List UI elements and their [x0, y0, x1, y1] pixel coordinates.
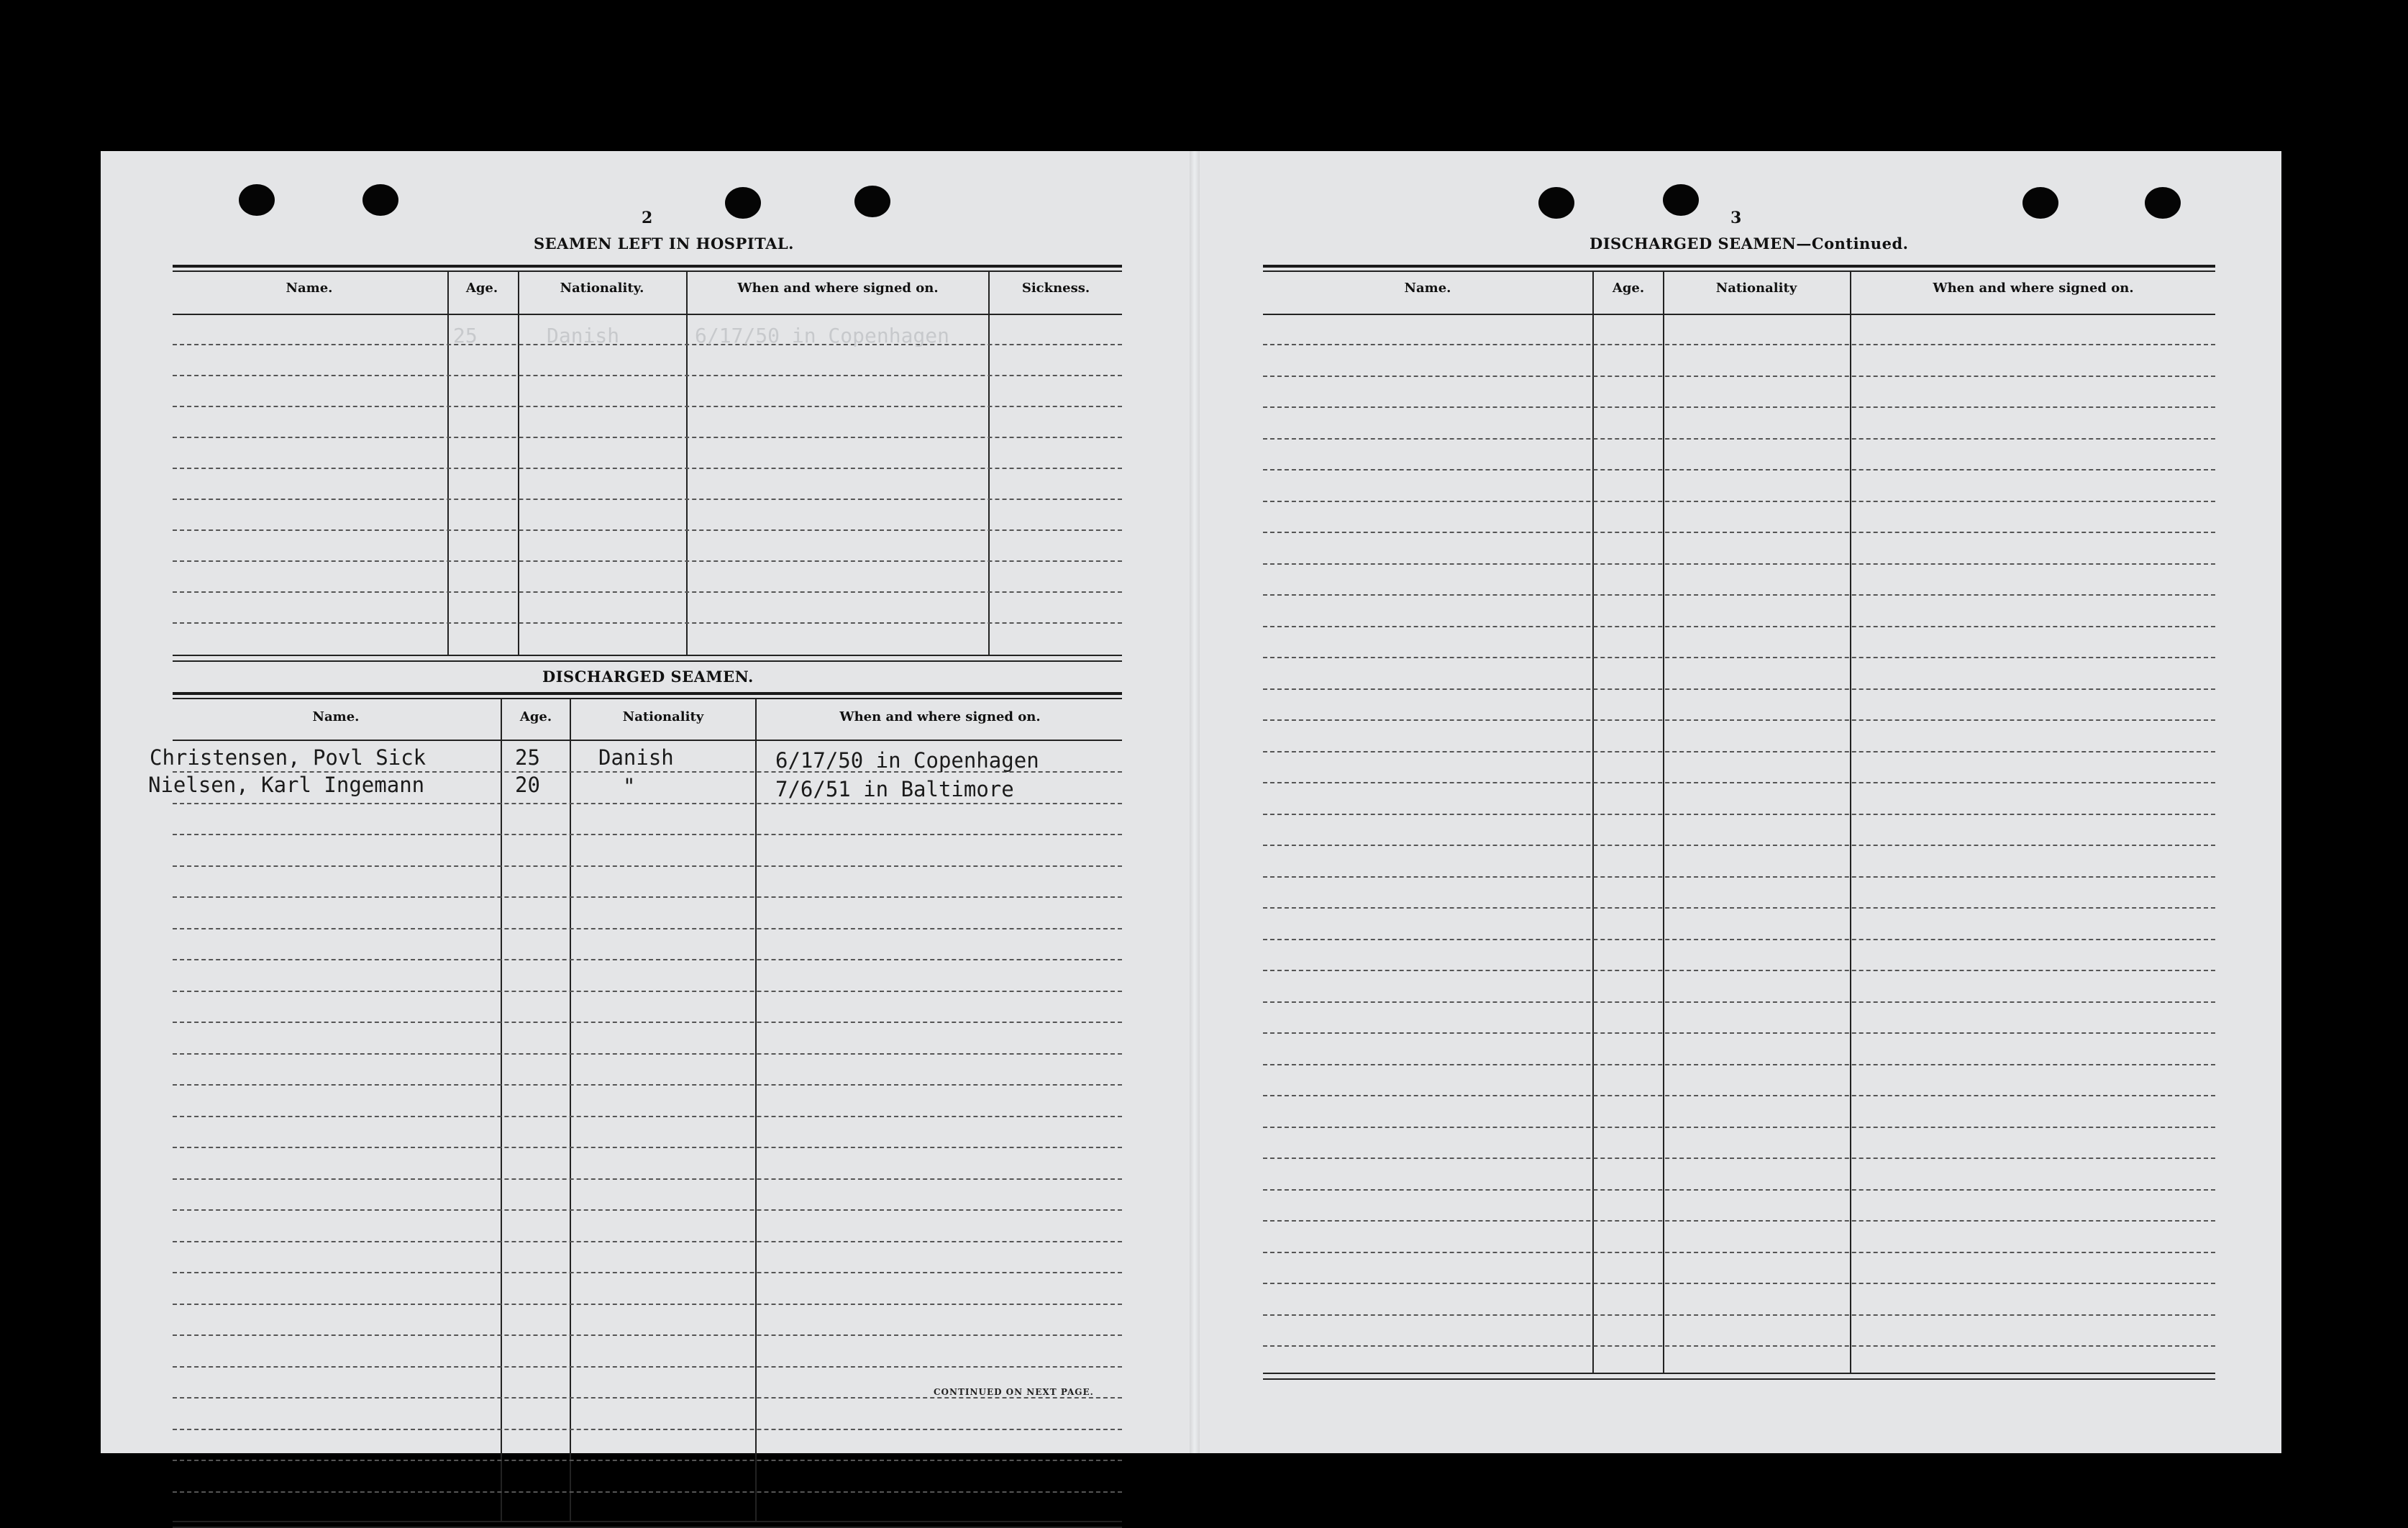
faint-age: 25: [453, 324, 478, 347]
column-divider: [988, 270, 990, 655]
page-fold: [1190, 151, 1200, 1453]
row-rule: [1263, 626, 2215, 627]
row-rule: [173, 1334, 1122, 1336]
rule: [173, 265, 1122, 268]
row-rule: [173, 1397, 1122, 1399]
col-header-nationality: Nationality: [622, 709, 704, 724]
row-rule: [1263, 751, 2215, 752]
page-number-right: 3: [1730, 209, 1742, 227]
entry-nationality: Danish: [598, 745, 674, 770]
rule: [1263, 265, 2215, 268]
row-rule: [1263, 657, 2215, 658]
row-rule: [173, 1116, 1122, 1117]
discharged-heading: DISCHARGED SEAMEN.: [542, 668, 754, 686]
rule: [1263, 270, 2215, 272]
row-rule: [1263, 376, 2215, 377]
col-header-sickness: Sickness.: [1021, 281, 1090, 296]
row-rule: [173, 529, 1122, 531]
rule: [173, 660, 1122, 662]
row-rule: [173, 1178, 1122, 1180]
row-rule: [173, 1366, 1122, 1368]
row-rule: [1263, 1064, 2215, 1065]
row-rule: [173, 344, 1122, 345]
row-rule: [1263, 1001, 2215, 1003]
entry-signed-on: 7/6/51 in Baltimore: [775, 777, 1014, 801]
faint-nationality: Danish: [547, 324, 620, 347]
column-divider: [1592, 270, 1594, 1374]
row-rule: [173, 834, 1122, 835]
row-rule: [173, 1491, 1122, 1493]
row-rule: [1263, 1032, 2215, 1034]
col-header-name: Name.: [286, 281, 333, 296]
row-rule: [1263, 939, 2215, 940]
punch-hole: [1538, 187, 1574, 219]
hospital-heading: SEAMEN LEFT IN HOSPITAL.: [534, 235, 794, 253]
punch-hole: [239, 184, 275, 216]
col-header-name: Name.: [1404, 281, 1451, 296]
col-header-age: Age.: [519, 709, 552, 724]
row-rule: [1263, 814, 2215, 815]
column-divider: [1663, 270, 1664, 1374]
row-rule: [173, 560, 1122, 562]
row-rule: [173, 1241, 1122, 1242]
row-rule: [173, 375, 1122, 376]
col-header-age: Age.: [1612, 281, 1645, 296]
faint-signed-on: 6/17/50 in Copenhagen: [695, 324, 950, 347]
row-rule: [1263, 1158, 2215, 1159]
row-rule: [173, 468, 1122, 469]
col-header-nationality: Nationality.: [560, 281, 644, 296]
row-rule: [1263, 1345, 2215, 1347]
column-divider: [1850, 270, 1851, 1374]
row-rule: [173, 959, 1122, 960]
column-divider: [518, 270, 519, 655]
entry-name: Christensen, Povl Sick: [150, 745, 427, 770]
col-header-nationality: Nationality: [1715, 281, 1797, 296]
row-rule: [173, 1084, 1122, 1086]
punch-hole: [2145, 187, 2181, 219]
column-divider: [447, 270, 449, 655]
col-header-signed-on: When and where signed on.: [1933, 281, 2134, 296]
row-rule: [1263, 469, 2215, 470]
punch-hole: [1663, 184, 1699, 216]
row-rule: [1263, 876, 2215, 878]
rule: [173, 698, 1122, 699]
entry-signed-on: 6/17/50 in Copenhagen: [775, 748, 1039, 773]
row-rule: [1263, 1220, 2215, 1222]
col-header-age: Age.: [465, 281, 498, 296]
rule: [173, 1521, 1122, 1522]
continued-note: CONTINUED ON NEXT PAGE.: [934, 1387, 1094, 1397]
row-rule: [173, 499, 1122, 500]
row-rule: [1263, 501, 2215, 502]
row-rule: [173, 896, 1122, 898]
entry-name: Nielsen, Karl Ingemann: [148, 773, 425, 797]
row-rule: [173, 991, 1122, 992]
punch-hole: [362, 184, 398, 216]
discharged-continued-heading: DISCHARGED SEAMEN—Continued.: [1590, 235, 1909, 253]
row-rule: [1263, 406, 2215, 408]
row-rule: [1263, 719, 2215, 721]
row-rule: [173, 1304, 1122, 1305]
row-rule: [173, 1053, 1122, 1055]
rule: [173, 655, 1122, 656]
rule: [1263, 1378, 2215, 1380]
column-divider: [755, 698, 757, 1522]
column-divider: [501, 698, 502, 1522]
entry-age: 20: [515, 773, 540, 797]
rule: [173, 692, 1122, 695]
row-rule: [173, 1429, 1122, 1430]
row-rule: [173, 622, 1122, 624]
row-rule: [1263, 1314, 2215, 1316]
row-rule: [1263, 688, 2215, 690]
record-sheet: [101, 151, 2281, 1453]
row-rule: [1263, 344, 2215, 345]
column-divider: [686, 270, 688, 655]
col-header-name: Name.: [312, 709, 360, 724]
rule: [173, 740, 1122, 741]
column-divider: [570, 698, 571, 1522]
row-rule: [1263, 438, 2215, 440]
row-rule: [1263, 782, 2215, 783]
row-rule: [173, 1460, 1122, 1461]
row-rule: [1263, 1189, 2215, 1191]
row-rule: [1263, 594, 2215, 596]
punch-hole: [854, 186, 890, 217]
row-rule: [1263, 532, 2215, 533]
row-rule: [1263, 907, 2215, 909]
row-rule: [173, 1022, 1122, 1023]
row-rule: [1263, 845, 2215, 846]
row-rule: [173, 591, 1122, 593]
entry-nationality: ": [623, 774, 636, 799]
rule: [173, 270, 1122, 272]
punch-hole: [725, 187, 761, 219]
row-rule: [1263, 1252, 2215, 1253]
row-rule: [1263, 563, 2215, 565]
rule: [1263, 314, 2215, 315]
col-header-signed-on: When and where signed on.: [737, 281, 939, 296]
row-rule: [173, 1209, 1122, 1211]
row-rule: [1263, 1095, 2215, 1096]
row-rule: [173, 803, 1122, 804]
row-rule: [173, 1147, 1122, 1148]
rule: [1263, 1373, 2215, 1374]
row-rule: [173, 1272, 1122, 1273]
col-header-signed-on: When and where signed on.: [839, 709, 1041, 724]
row-rule: [173, 406, 1122, 407]
punch-hole: [2022, 187, 2058, 219]
entry-age: 25: [515, 745, 540, 770]
row-rule: [173, 928, 1122, 929]
row-rule: [1263, 970, 2215, 971]
page-number-left: 2: [642, 209, 653, 227]
row-rule: [1263, 1127, 2215, 1128]
rule: [173, 314, 1122, 315]
row-rule: [1263, 1283, 2215, 1284]
row-rule: [173, 437, 1122, 438]
row-rule: [173, 865, 1122, 867]
